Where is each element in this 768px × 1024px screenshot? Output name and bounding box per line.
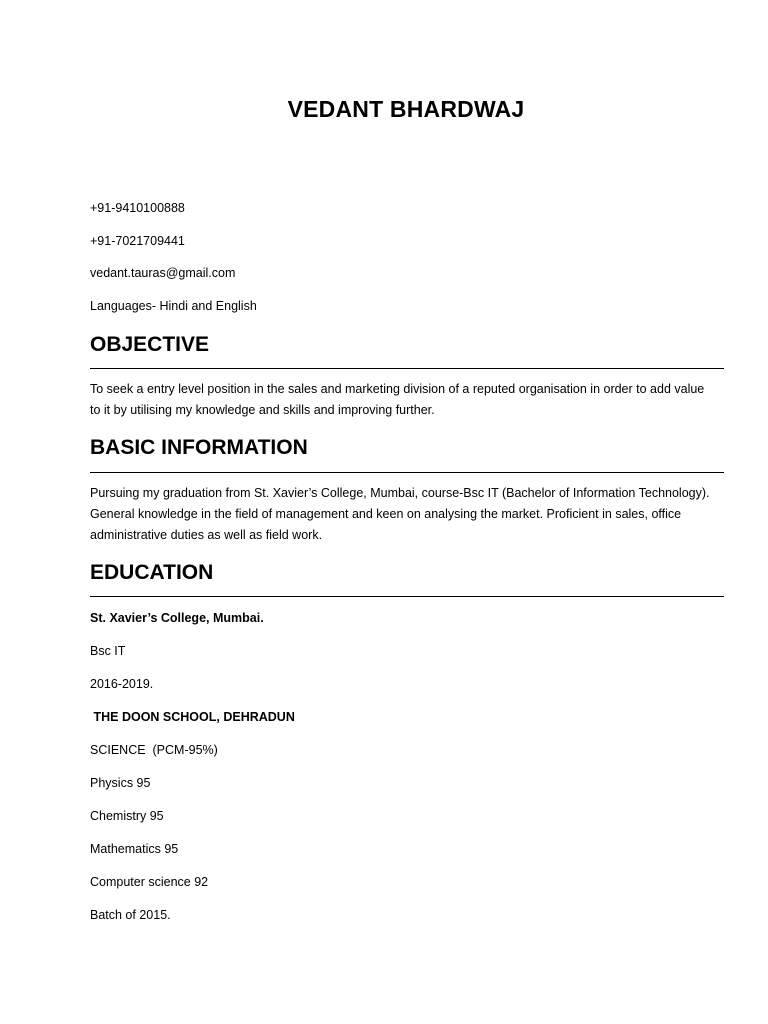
computer-science-score: Computer science 92 <box>90 875 209 889</box>
basic-information-heading: BASIC INFORMATION <box>90 436 308 459</box>
education-heading: EDUCATION <box>90 561 214 584</box>
phone-number-2: +91-7021709441 <box>90 234 185 248</box>
objective-divider <box>90 368 724 369</box>
physics-score: Physics 95 <box>90 776 151 790</box>
degree: Bsc IT <box>90 644 126 658</box>
mathematics-score: Mathematics 95 <box>90 842 179 856</box>
basic-information-line: administrative duties as well as field work. <box>90 528 323 542</box>
objective-line: to it by utilising my knowledge and skills and improving further. <box>90 403 435 417</box>
email-address: vedant.tauras@gmail.com <box>90 266 236 280</box>
basic-information-text <box>90 483 730 546</box>
phone-number-1: +91-9410100888 <box>90 201 185 215</box>
objective-line: To seek a entry level position in the sales and marketing division of a reputed organisation in order to add value <box>90 382 705 396</box>
objective-heading: OBJECTIVE <box>90 333 210 356</box>
objective-text <box>90 379 730 421</box>
college-name: St. Xavier’s College, Mumbai. <box>90 611 264 625</box>
school-name: THE DOON SCHOOL, DEHRADUN <box>90 710 295 724</box>
languages: Languages- Hindi and English <box>90 299 257 313</box>
basic-information-divider <box>90 472 724 473</box>
candidate-name: VEDANT BHARDWAJ <box>287 96 525 122</box>
college-years: 2016-2019. <box>90 677 154 691</box>
chemistry-score: Chemistry 95 <box>90 809 164 823</box>
school-stream: SCIENCE (PCM-95%) <box>90 743 218 757</box>
education-divider <box>90 596 724 597</box>
basic-information-line: General knowledge in the field of management and keen on analysing the market. Proficient in sales, office <box>90 507 682 521</box>
basic-information-line: Pursuing my graduation from St. Xavier’s College, Mumbai, course-Bsc IT (Bachelor of Information Technology). <box>90 486 710 500</box>
batch-year: Batch of 2015. <box>90 908 171 922</box>
